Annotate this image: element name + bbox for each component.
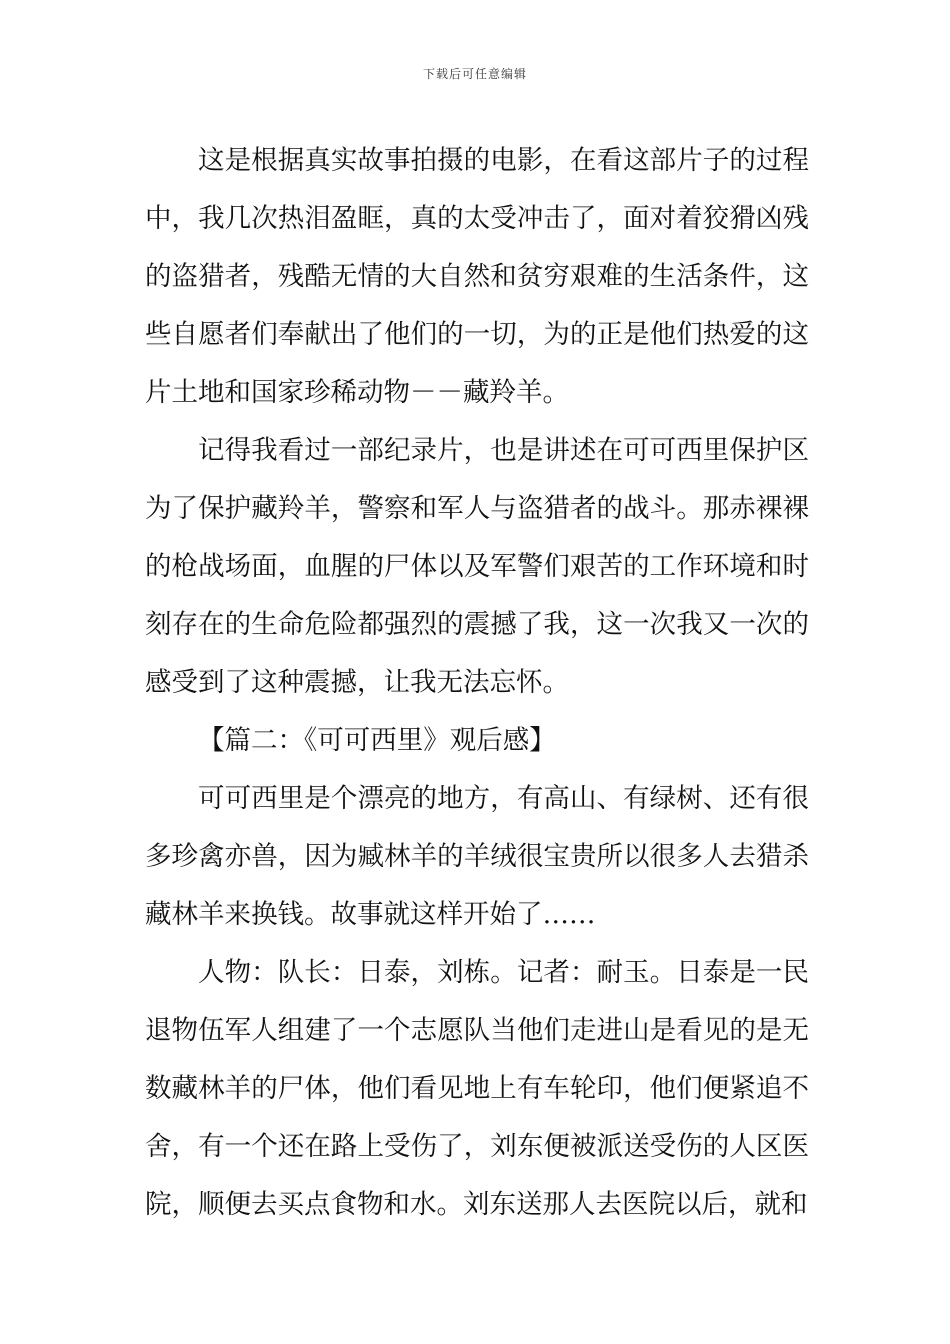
paragraph-2: 记得我看过一部纪录片，也是讲述在可可西里保护区为了保护藏羚羊，警察和军人与盗猎者的战斗。那赤裸裸的枪战场面，血腥的尸体以及军警们艰苦的工作环境和时刻存在的生命危险都强烈的震撼了我，这一次我又一次的感受到了这种震撼，让我无法忘怀。: [145, 435, 809, 698]
paragraph-3: 可可西里是个漂亮的地方，有高山、有绿树、还有很多珍禽亦兽，因为臧林羊的羊绒很宝贵所以很多人去猎杀藏林羊来换钱。故事就这样开始了……: [145, 783, 809, 930]
paragraph-4: 人物：队长：日泰，刘栋。记者：耐玉。日泰是一民退物伍军人组建了一个志愿队当他们走进山是看见的是无数藏林羊的尸体，他们看见地上有车轮印，他们便紧追不舍，有一个还在路上受伤了，刘东便被派送受伤的人区医院，顺便去买点食物和水。刘东送那人去医院以后，就和: [145, 957, 809, 1220]
document-body: [145, 132, 809, 1234]
paragraph-1: 这是根据真实故事拍摄的电影，在看这部片子的过程中，我几次热泪盈眶，真的太受冲击了，面对着狡猾凶残的盗猎者，残酷无情的大自然和贫穷艰难的生活条件，这些自愿者们奉献出了他们的一切，为的正是他们热爱的这片土地和国家珍稀动物－－藏羚羊。: [145, 145, 809, 408]
page-header: 下载后可任意编辑: [422, 67, 527, 81]
section-heading: 【篇二：《可可西里》观后感】: [198, 725, 556, 756]
